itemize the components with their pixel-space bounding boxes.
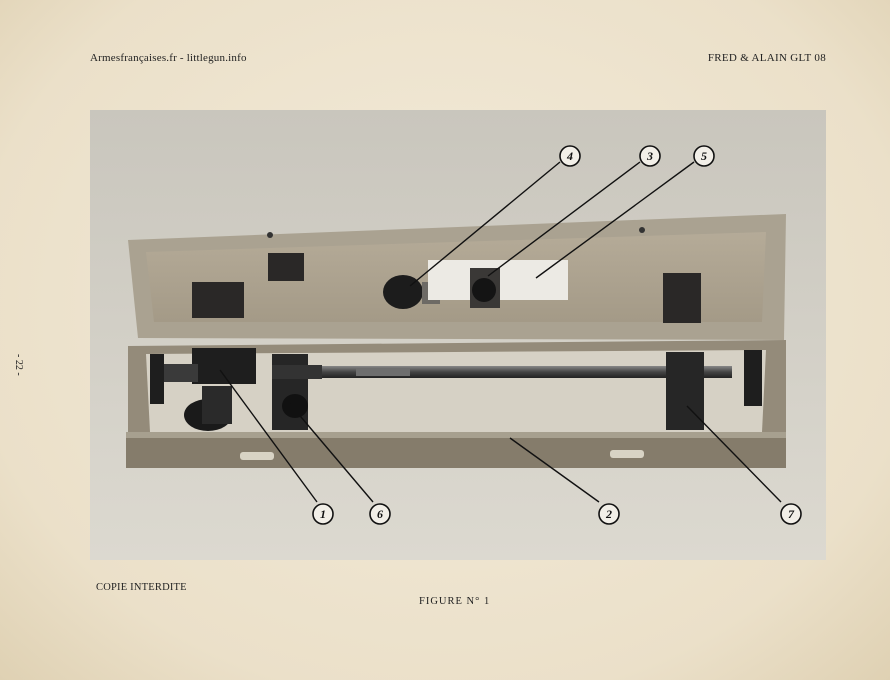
- callout-4: [560, 146, 580, 166]
- svg-text:2: 2: [606, 507, 612, 521]
- copy-notice: COPIE INTERDITE: [96, 582, 187, 593]
- page-number: - 22 -: [13, 354, 24, 376]
- callout-6: [370, 504, 390, 524]
- callout-5: [694, 146, 714, 166]
- svg-text:6: 6: [377, 507, 383, 521]
- svg-text:5: 5: [701, 149, 707, 163]
- header-authors: FRED & ALAIN GLT 08: [707, 52, 826, 64]
- figure-illustration: [90, 110, 826, 560]
- svg-text:4: 4: [567, 149, 573, 163]
- callout-1: [313, 504, 333, 524]
- callout-3: [640, 146, 660, 166]
- svg-text:3: 3: [647, 149, 653, 163]
- figure-caption: FIGURE N° 1: [419, 596, 491, 607]
- svg-text:1: 1: [320, 507, 326, 521]
- figure-photo: [90, 110, 826, 560]
- case-base: [126, 340, 786, 468]
- callout-7: [781, 504, 801, 524]
- header-source: Armesfrançaises.fr - littlegun.info: [90, 52, 247, 64]
- callout-2: [599, 504, 619, 524]
- svg-text:7: 7: [788, 507, 794, 521]
